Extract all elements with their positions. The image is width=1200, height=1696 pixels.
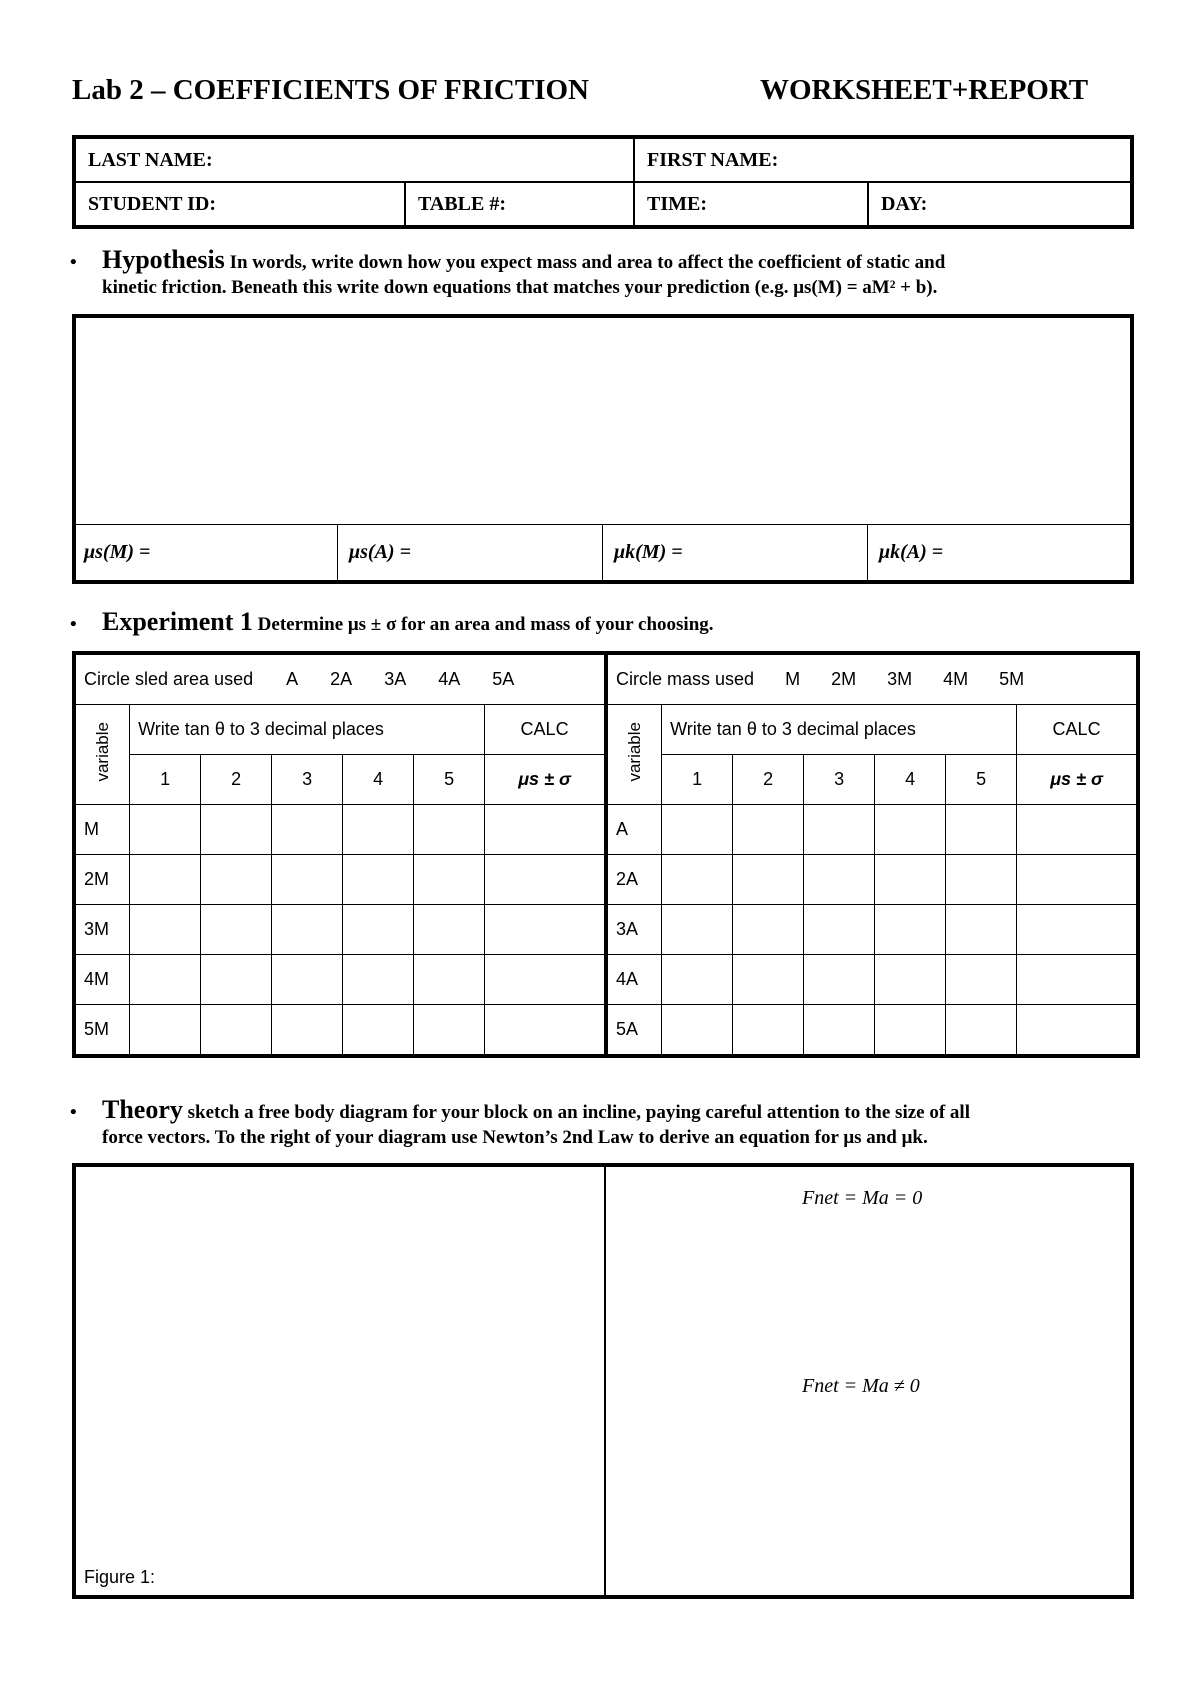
area-option[interactable]: 2A [330, 669, 352, 689]
variable-header: variable [606, 705, 662, 805]
experiment-title: Experiment 1 [102, 607, 253, 636]
table-row [74, 1005, 606, 1057]
data-cell[interactable] [946, 955, 1017, 1005]
mean-mu-sigma-header: μs ± σ [1017, 755, 1138, 805]
page-title: Lab 2 – COEFFICIENTS OF FRICTION [72, 74, 589, 106]
figure-label: Figure 1: [84, 1567, 156, 1587]
data-cell[interactable] [875, 1005, 946, 1057]
trial-number: 3 [804, 755, 875, 805]
area-option[interactable]: 3A [384, 669, 406, 689]
eq-mu-s-area[interactable]: μs(A) = [349, 541, 411, 563]
trial-number: 2 [201, 755, 272, 805]
calc-header: CALC [1017, 705, 1138, 755]
data-cell[interactable] [343, 1005, 414, 1057]
student-info-table [72, 135, 1134, 229]
table-row [606, 955, 1138, 1005]
data-cell[interactable] [662, 905, 733, 955]
data-cell[interactable] [130, 855, 201, 905]
data-cell[interactable] [201, 955, 272, 1005]
calc-cell[interactable] [485, 855, 606, 905]
experiment-section-heading: • Experiment 1 Determine μs ± σ for an area and mass of your choosing. [70, 607, 714, 636]
variable-header: variable [74, 705, 130, 805]
divider [867, 525, 868, 581]
circle-area-row [74, 653, 606, 705]
row-label: 4A [606, 955, 662, 1005]
data-cell[interactable] [662, 805, 733, 855]
data-cell[interactable] [343, 905, 414, 955]
data-cell[interactable] [804, 805, 875, 855]
row-label: A [606, 805, 662, 855]
table-number-field[interactable]: TABLE #: [405, 182, 634, 227]
circle-mass-row [606, 653, 1138, 705]
write-tan-header: Write tan θ to 3 decimal places [662, 705, 1017, 755]
calc-cell[interactable] [485, 955, 606, 1005]
table-row [606, 805, 1138, 855]
table-row [606, 905, 1138, 955]
table-row [74, 955, 606, 1005]
trial-number: 1 [662, 755, 733, 805]
data-cell[interactable] [130, 1005, 201, 1057]
trial-number: 5 [414, 755, 485, 805]
data-cell[interactable] [662, 855, 733, 905]
data-cell[interactable] [272, 955, 343, 1005]
calc-header: CALC [485, 705, 606, 755]
experiment-table-mass [604, 651, 1140, 1058]
trial-number: 4 [875, 755, 946, 805]
row-label: 5A [606, 1005, 662, 1057]
data-cell[interactable] [946, 1005, 1017, 1057]
data-cell[interactable] [804, 855, 875, 905]
page-subtitle: WORKSHEET+REPORT [760, 74, 1089, 106]
row-label: 4M [74, 955, 130, 1005]
theory-instruction-2: force vectors. To the right of your diagram use Newton’s 2nd Law to derive an equation for μs and μk. [102, 1127, 928, 1148]
table-row [606, 855, 1138, 905]
data-cell[interactable] [414, 805, 485, 855]
data-cell[interactable] [875, 855, 946, 905]
row-label: 2M [74, 855, 130, 905]
data-cell[interactable] [272, 805, 343, 855]
data-cell[interactable] [733, 1005, 804, 1057]
circle-area-label: Circle sled area used [84, 669, 254, 689]
data-cell[interactable] [946, 905, 1017, 955]
area-option[interactable]: A [286, 669, 298, 689]
day-field[interactable]: DAY: [868, 182, 1132, 227]
data-cell[interactable] [875, 905, 946, 955]
data-cell[interactable] [414, 1005, 485, 1057]
data-cell[interactable] [662, 1005, 733, 1057]
table-row [606, 1005, 1138, 1057]
data-cell[interactable] [946, 805, 1017, 855]
table-row [74, 855, 606, 905]
equation-kinetic: Fnet = Ma ≠ 0 [802, 1375, 920, 1397]
circle-mass-label: Circle mass used [616, 669, 755, 689]
data-cell[interactable] [804, 905, 875, 955]
calc-cell[interactable] [485, 905, 606, 955]
data-cell[interactable] [662, 955, 733, 1005]
data-cell[interactable] [733, 855, 804, 905]
data-cell[interactable] [343, 805, 414, 855]
data-cell[interactable] [201, 855, 272, 905]
first-name-field[interactable]: FIRST NAME: [634, 137, 1132, 182]
divider [337, 525, 338, 581]
data-cell[interactable] [946, 855, 1017, 905]
data-cell[interactable] [343, 855, 414, 905]
mass-option[interactable]: M [785, 669, 801, 689]
write-tan-header: Write tan θ to 3 decimal places [130, 705, 485, 755]
mass-option[interactable]: 2M [831, 669, 857, 689]
data-cell[interactable] [804, 1005, 875, 1057]
data-cell[interactable] [130, 905, 201, 955]
mass-option[interactable]: 4M [943, 669, 969, 689]
row-label: 3A [606, 905, 662, 955]
theory-divider [604, 1167, 606, 1595]
row-label: M [74, 805, 130, 855]
hypothesis-equation-row [72, 524, 1134, 585]
theory-instruction-1: sketch a free body diagram for your block on an incline, paying careful attention to the size of all [187, 1102, 970, 1123]
eq-mu-s-mass[interactable]: μs(M) = [84, 541, 151, 563]
calc-cell[interactable] [1017, 955, 1138, 1005]
hypothesis-section-heading: • Hypothesis In words, write down how you expect mass and area to affect the coefficient of static and [70, 245, 946, 274]
trial-number: 2 [733, 755, 804, 805]
table-row [74, 905, 606, 955]
calc-cell[interactable] [1017, 805, 1138, 855]
data-cell[interactable] [414, 855, 485, 905]
data-cell[interactable] [414, 955, 485, 1005]
data-cell[interactable] [272, 855, 343, 905]
data-cell[interactable] [201, 1005, 272, 1057]
data-cell[interactable] [343, 955, 414, 1005]
trial-number: 1 [130, 755, 201, 805]
calc-cell[interactable] [485, 805, 606, 855]
calc-cell[interactable] [1017, 905, 1138, 955]
area-option[interactable]: 4A [438, 669, 460, 689]
theory-box [72, 1163, 1134, 1599]
eq-mu-k-area[interactable]: μk(A) = [879, 541, 944, 563]
trial-number: 4 [343, 755, 414, 805]
data-cell[interactable] [201, 905, 272, 955]
data-cell[interactable] [875, 805, 946, 855]
table-row [74, 805, 606, 855]
eq-mu-k-mass[interactable]: μk(M) = [614, 541, 683, 563]
calc-cell[interactable] [1017, 855, 1138, 905]
data-cell[interactable] [733, 805, 804, 855]
hypothesis-instruction-1: In words, write down how you expect mass and area to affect the coefficient of static and [229, 252, 946, 273]
data-cell[interactable] [272, 905, 343, 955]
trial-number: 3 [272, 755, 343, 805]
data-cell[interactable] [733, 905, 804, 955]
row-label: 3M [74, 905, 130, 955]
data-cell[interactable] [201, 805, 272, 855]
experiment-instruction: Determine μs ± σ for an area and mass of your choosing. [257, 614, 714, 635]
mass-option[interactable]: 5M [999, 669, 1025, 689]
theory-section-heading: • Theory sketch a free body diagram for your block on an incline, paying careful attention to the size of all [70, 1095, 970, 1124]
trial-number: 5 [946, 755, 1017, 805]
row-label: 2A [606, 855, 662, 905]
row-label: 5M [74, 1005, 130, 1057]
divider [602, 525, 603, 581]
area-option[interactable]: 5A [492, 669, 515, 689]
hypothesis-instruction-2: kinetic friction. Beneath this write down equations that matches your prediction (e.g. μs(M) = aM² + b). [102, 277, 938, 298]
data-cell[interactable] [272, 1005, 343, 1057]
data-cell[interactable] [875, 955, 946, 1005]
time-field[interactable]: TIME: [634, 182, 868, 227]
data-cell[interactable] [130, 805, 201, 855]
data-cell[interactable] [130, 955, 201, 1005]
data-cell[interactable] [414, 905, 485, 955]
mean-mu-sigma-header: μs ± σ [485, 755, 606, 805]
equation-static: Fnet = Ma = 0 [802, 1187, 923, 1209]
calc-cell[interactable] [1017, 1005, 1138, 1057]
theory-title: Theory [102, 1095, 183, 1124]
data-cell[interactable] [804, 955, 875, 1005]
hypothesis-title: Hypothesis [102, 245, 225, 274]
experiment-table-area [72, 651, 608, 1058]
data-cell[interactable] [733, 955, 804, 1005]
free-body-diagram-area[interactable] [76, 1167, 602, 1595]
calc-cell[interactable] [485, 1005, 606, 1057]
student-id-field[interactable]: STUDENT ID: [74, 182, 405, 227]
last-name-field[interactable]: LAST NAME: [74, 137, 634, 182]
mass-option[interactable]: 3M [887, 669, 913, 689]
